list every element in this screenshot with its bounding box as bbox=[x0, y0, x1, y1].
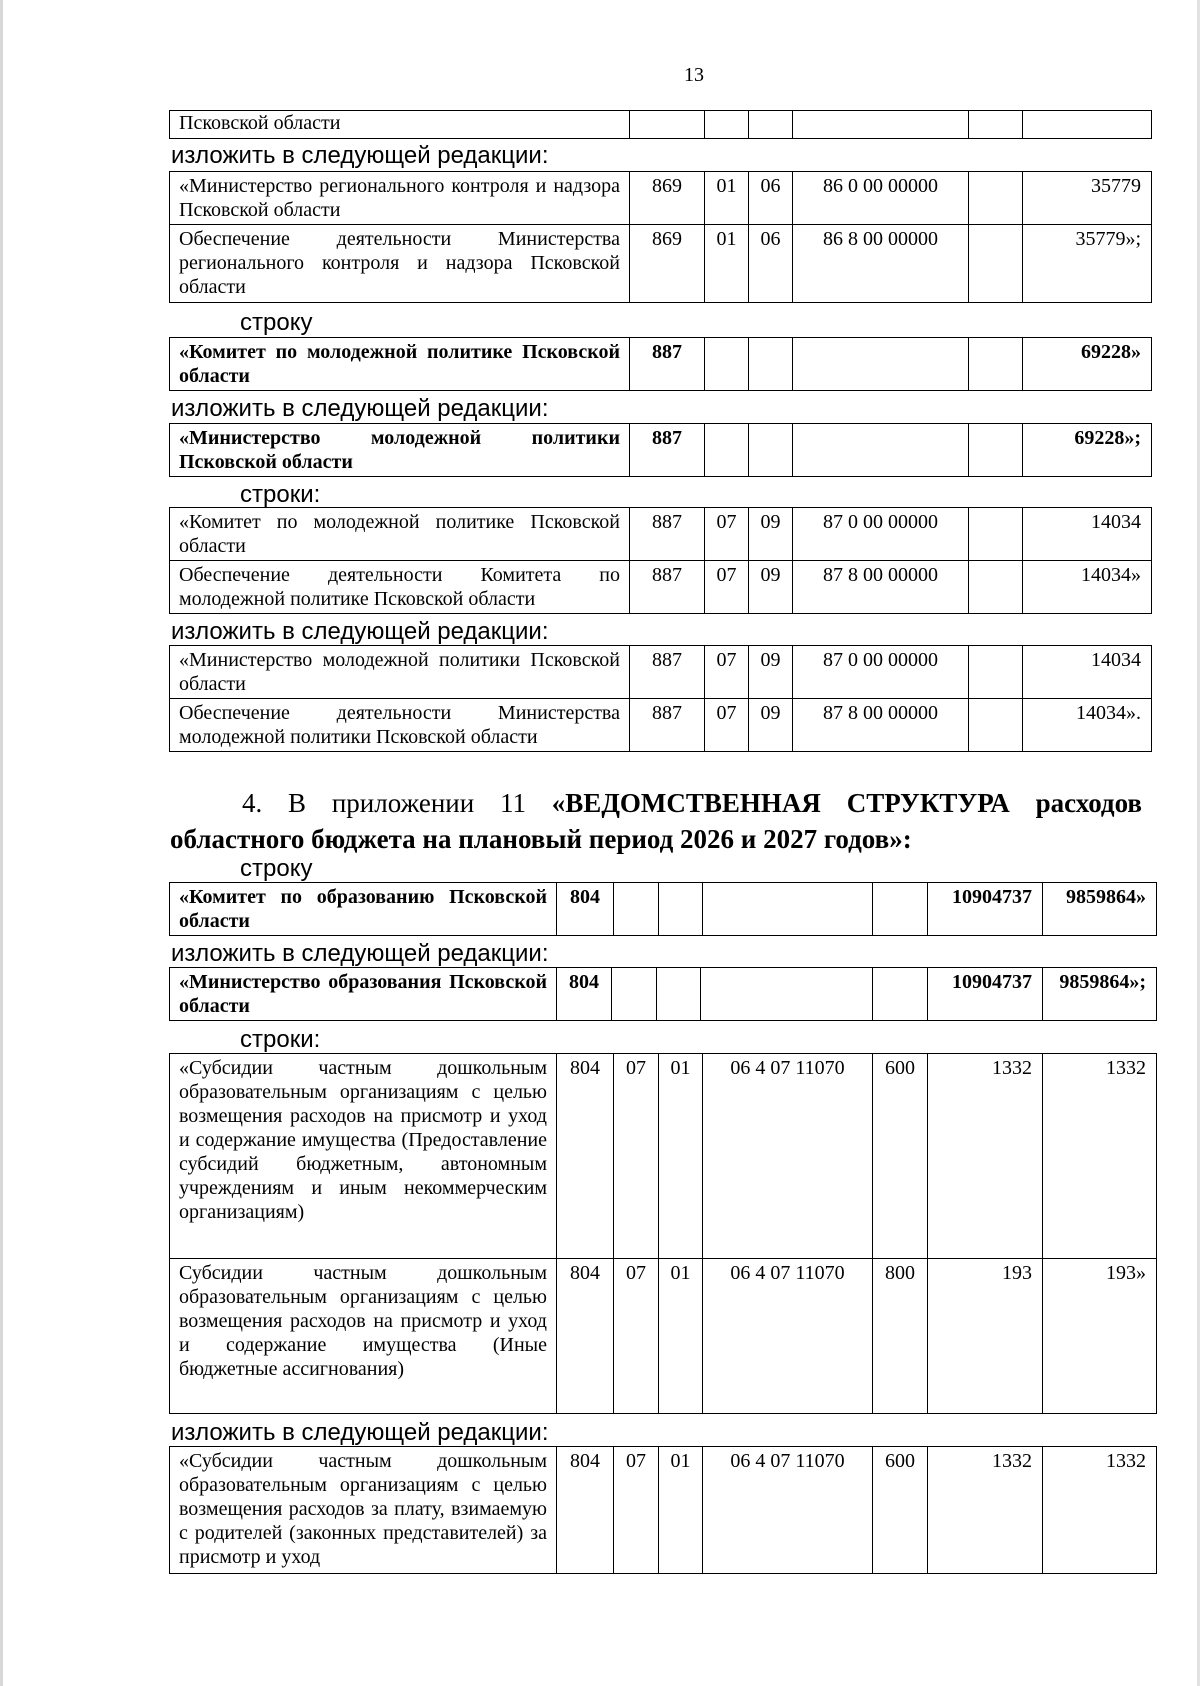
cell-sum: 14034 bbox=[1023, 508, 1152, 561]
cell-vr: 600 bbox=[873, 1447, 928, 1574]
cell-rz: 07 bbox=[705, 508, 749, 561]
table-row bbox=[170, 1054, 1157, 1259]
cell-csr: 06 4 07 11070 bbox=[703, 1054, 873, 1259]
table-i bbox=[169, 1446, 1157, 1574]
cell-csr: 87 0 00 00000 bbox=[793, 508, 969, 561]
cell-pr: 01 bbox=[659, 1259, 703, 1414]
row-name: «Министерство молодежной политики Псковской области bbox=[170, 424, 630, 477]
cell-ved: 804 bbox=[557, 1259, 614, 1414]
table-row bbox=[170, 1259, 1157, 1414]
table-row bbox=[170, 172, 1152, 225]
cell-vr: 800 bbox=[873, 1259, 928, 1414]
row-name: «Субсидии частным дошкольным образовательным организациям с целью возмещения расходов за плату, взимаемую с родителей (законных представителей) за присмотр и уход bbox=[170, 1447, 557, 1574]
cell-csr: 86 8 00 00000 bbox=[793, 225, 969, 303]
row-name: «Комитет по молодежной политике Псковской области bbox=[170, 338, 630, 391]
phrase-stroku: строку bbox=[240, 855, 313, 882]
cell-pr: 09 bbox=[749, 561, 793, 614]
cell-rz: 07 bbox=[614, 1054, 659, 1259]
table-row bbox=[170, 699, 1152, 752]
cell-pr: 06 bbox=[749, 172, 793, 225]
cell-vr bbox=[969, 225, 1023, 303]
cell-ved: 887 bbox=[630, 424, 705, 477]
cell-sum: 35779»; bbox=[1023, 225, 1152, 303]
table-row bbox=[170, 883, 1157, 936]
cell-ved: 804 bbox=[557, 1447, 614, 1574]
table-h bbox=[169, 1053, 1157, 1414]
table-row bbox=[170, 646, 1152, 699]
section-4-title: «ВЕДОМСТВЕННАЯ СТРУКТУРА расходов областного бюджета на плановый период 2026 и 2027 годов»: bbox=[170, 788, 1142, 854]
table-row bbox=[170, 424, 1152, 477]
row-name: «Министерство регионального контроля и надзора Псковской области bbox=[170, 172, 630, 225]
cell-pr: 09 bbox=[749, 699, 793, 752]
row-name: Субсидии частным дошкольным образовательным организациям с целью возмещения расходов на присмотр и уход и содержание имущества (Иные бюджетные ассигнования) bbox=[170, 1259, 557, 1414]
phrase-redaction: изложить в следующей редакции: bbox=[171, 142, 549, 169]
page-number: 13 bbox=[684, 64, 704, 86]
cell-ved: 869 bbox=[630, 172, 705, 225]
cell-rz: 01 bbox=[705, 225, 749, 303]
row-name: Обеспечение деятельности Комитета по молодежной политике Псковской области bbox=[170, 561, 630, 614]
cell-pr: 01 bbox=[659, 1447, 703, 1574]
table-e bbox=[169, 645, 1152, 752]
row-name: «Министерство образования Псковской области bbox=[170, 968, 557, 1021]
row-name: Обеспечение деятельности Министерства регионального контроля и надзора Псковской области bbox=[170, 225, 630, 303]
cell-csr: 87 8 00 00000 bbox=[793, 699, 969, 752]
cell-sum-2026: 1332 bbox=[928, 1447, 1043, 1574]
cell-csr: 87 0 00 00000 bbox=[793, 646, 969, 699]
row-name: «Комитет по образованию Псковской области bbox=[170, 883, 557, 936]
cell-pr: 09 bbox=[749, 646, 793, 699]
cell-pr: 09 bbox=[749, 508, 793, 561]
cell-vr: 600 bbox=[873, 1054, 928, 1259]
table-row bbox=[170, 968, 1157, 1021]
cell-sum-2027: 1332 bbox=[1043, 1054, 1157, 1259]
table-g bbox=[169, 967, 1157, 1021]
phrase-redaction: изложить в следующей редакции: bbox=[171, 618, 549, 645]
cell-sum: 14034». bbox=[1023, 699, 1152, 752]
table-row bbox=[170, 338, 1152, 391]
cell-vr bbox=[969, 172, 1023, 225]
cell-rz: 07 bbox=[705, 561, 749, 614]
cell-ved: 804 bbox=[557, 883, 614, 936]
cell-csr: 86 0 00 00000 bbox=[793, 172, 969, 225]
table-c bbox=[169, 423, 1152, 477]
cell-rz: 07 bbox=[614, 1447, 659, 1574]
phrase-stroki: строки: bbox=[240, 481, 321, 508]
table-a bbox=[169, 171, 1152, 303]
cell-ved: 887 bbox=[630, 338, 705, 391]
phrase-redaction: изложить в следующей редакции: bbox=[171, 1419, 549, 1446]
cell-sum: 35779 bbox=[1023, 172, 1152, 225]
cell-sum-2027: 193» bbox=[1043, 1259, 1157, 1414]
table-top bbox=[169, 110, 1152, 139]
row-name: «Комитет по молодежной политике Псковской области bbox=[170, 508, 630, 561]
table-row bbox=[170, 561, 1152, 614]
table-b bbox=[169, 337, 1152, 391]
table-row bbox=[170, 1447, 1157, 1574]
cell-sum: 69228»; bbox=[1023, 424, 1152, 477]
cell-rz: 01 bbox=[705, 172, 749, 225]
scan-left-edge bbox=[0, 0, 3, 1686]
cell-rz: 07 bbox=[705, 646, 749, 699]
phrase-stroki: строки: bbox=[240, 1026, 321, 1053]
row-name: «Субсидии частным дошкольным образовательным организациям с целью возмещения расходов на присмотр и уход и содержание имущества (Предоставление субсидий бюджетным, автономным учреждениям и иным некоммерческим организациям) bbox=[170, 1054, 557, 1259]
cell-rz: 07 bbox=[614, 1259, 659, 1414]
cell-sum: 69228» bbox=[1023, 338, 1152, 391]
cell-pr: 01 bbox=[659, 1054, 703, 1259]
cell-ved: 887 bbox=[630, 699, 705, 752]
cell-ved: 887 bbox=[630, 561, 705, 614]
cell-rz: 07 bbox=[705, 699, 749, 752]
cell-ved: 869 bbox=[630, 225, 705, 303]
cell-vr bbox=[969, 699, 1023, 752]
table-f bbox=[169, 882, 1157, 936]
table-d bbox=[169, 507, 1152, 614]
cell-pr: 06 bbox=[749, 225, 793, 303]
cell-sum-2026: 10904737 bbox=[928, 968, 1043, 1021]
cell-sum-2026: 10904737 bbox=[928, 883, 1043, 936]
cell-sum-2027: 1332 bbox=[1043, 1447, 1157, 1574]
cell-sum: 14034 bbox=[1023, 646, 1152, 699]
row-name: Псковской области bbox=[170, 111, 630, 139]
cell-sum-2027: 9859864»; bbox=[1043, 968, 1157, 1021]
table-row bbox=[170, 225, 1152, 303]
section-4-prefix: 4. В приложении 11 bbox=[242, 788, 552, 818]
cell-ved: 887 bbox=[630, 646, 705, 699]
row-name: «Министерство молодежной политики Псковской области bbox=[170, 646, 630, 699]
phrase-stroku: строку bbox=[240, 309, 313, 336]
phrase-redaction: изложить в следующей редакции: bbox=[171, 395, 549, 422]
cell-ved: 887 bbox=[630, 508, 705, 561]
cell-sum-2026: 193 bbox=[928, 1259, 1043, 1414]
cell-vr bbox=[969, 508, 1023, 561]
cell-ved: 804 bbox=[557, 968, 612, 1021]
table-row bbox=[170, 508, 1152, 561]
cell-ved: 804 bbox=[557, 1054, 614, 1259]
cell-vr bbox=[969, 561, 1023, 614]
section-4-heading bbox=[170, 785, 1142, 857]
phrase-redaction: изложить в следующей редакции: bbox=[171, 940, 549, 967]
cell-csr: 06 4 07 11070 bbox=[703, 1447, 873, 1574]
cell-csr: 87 8 00 00000 bbox=[793, 561, 969, 614]
cell-sum: 14034» bbox=[1023, 561, 1152, 614]
cell-sum-2027: 9859864» bbox=[1043, 883, 1157, 936]
cell-sum-2026: 1332 bbox=[928, 1054, 1043, 1259]
cell-csr: 06 4 07 11070 bbox=[703, 1259, 873, 1414]
cell-vr bbox=[969, 646, 1023, 699]
row-name: Обеспечение деятельности Министерства молодежной политики Псковской области bbox=[170, 699, 630, 752]
table-row bbox=[170, 111, 1152, 139]
